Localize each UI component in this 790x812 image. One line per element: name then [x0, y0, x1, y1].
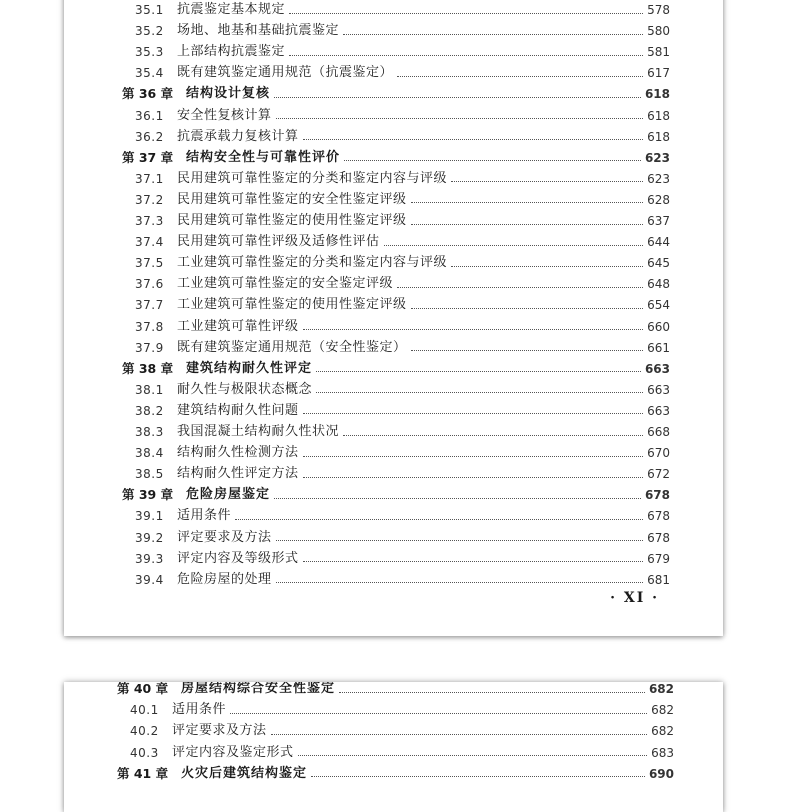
toc-section-row[interactable] — [135, 253, 670, 273]
toc-entry-number: 第 40 章 — [117, 682, 169, 696]
toc-section-row[interactable] — [135, 380, 670, 400]
toc-section-row[interactable] — [135, 401, 670, 421]
toc-section-row[interactable] — [135, 274, 670, 294]
toc-entry-number: 40.1 — [130, 703, 159, 718]
toc-entry-title: 耐久性与极限状态概念 — [177, 381, 313, 397]
toc-page-number: 679 — [647, 551, 670, 566]
toc-section-row[interactable] — [130, 743, 674, 763]
toc-section-row[interactable] — [135, 443, 670, 463]
toc-entry-title: 抗震鉴定基本规定 — [177, 2, 286, 17]
toc-section-row[interactable] — [135, 464, 670, 484]
toc-dot-leader — [303, 456, 644, 457]
toc-dot-leader — [303, 139, 644, 140]
toc-dot-leader — [276, 582, 644, 583]
toc-section-row[interactable] — [135, 506, 670, 526]
toc-page-number: 623 — [647, 171, 670, 186]
toc-chapter-row[interactable] — [122, 148, 670, 168]
toc-entry-title: 工业建筑可靠性鉴定的分类和鉴定内容与评级 — [177, 255, 448, 271]
toc-page-number: 682 — [651, 724, 674, 739]
toc-entry-title: 评定要求及方法 — [177, 529, 272, 545]
toc-entry-title: 建筑结构耐久性评定 — [186, 360, 313, 376]
toc-entry-number: 37.6 — [135, 277, 164, 292]
toc-entry-title: 工业建筑可靠性鉴定的使用性鉴定评级 — [177, 297, 407, 313]
toc-entry-title: 场地、地基和基础抗震鉴定 — [177, 23, 340, 39]
toc-page-number: 663 — [647, 403, 670, 418]
toc-entry-number: 39.2 — [135, 530, 164, 545]
toc-page-number: 678 — [644, 488, 670, 503]
toc-entry-number: 38.5 — [135, 467, 164, 482]
toc-entry-title: 既有建筑鉴定通用规范（抗震鉴定） — [177, 65, 394, 81]
toc-chapter-row[interactable] — [117, 682, 674, 699]
toc-dot-leader — [303, 561, 644, 562]
toc-dot-leader — [303, 413, 644, 414]
toc-dot-leader — [411, 350, 644, 351]
toc-section-row[interactable] — [135, 42, 670, 62]
toc-page-number: 654 — [647, 298, 670, 313]
toc-page-number: 637 — [647, 214, 670, 228]
toc-dot-leader — [276, 118, 644, 119]
toc-dot-leader — [411, 224, 644, 225]
toc-dot-leader — [303, 477, 644, 478]
toc-entry-number: 37.3 — [135, 214, 164, 228]
toc-entry-title: 危险房屋的处理 — [177, 571, 272, 587]
toc-entry-title: 结构设计复核 — [186, 86, 271, 102]
toc-chapter-row[interactable] — [122, 485, 670, 505]
toc-page-number: 683 — [651, 745, 674, 760]
toc-page-number: 678 — [647, 530, 670, 545]
toc-entry-number: 38.1 — [135, 382, 164, 397]
toc-entry-number: 36.2 — [135, 129, 164, 144]
toc-chapter-row[interactable] — [122, 359, 670, 379]
toc-page-number: 580 — [647, 24, 670, 39]
toc-entry-number: 39.4 — [135, 572, 164, 587]
toc-dot-leader — [235, 519, 643, 520]
toc-entry-title: 结构耐久性评定方法 — [177, 466, 299, 482]
toc-dot-leader — [411, 308, 644, 309]
toc-page-number: 668 — [647, 425, 670, 439]
toc-chapter-row[interactable] — [117, 764, 674, 784]
toc-dot-leader — [303, 329, 644, 330]
toc-entry-title: 民用建筑可靠性评级及适修性评估 — [177, 234, 380, 250]
toc-entry-title: 建筑结构耐久性问题 — [177, 402, 299, 418]
toc-entry-number: 40.3 — [130, 745, 159, 760]
toc-section-row[interactable] — [135, 570, 670, 590]
toc-dot-leader — [230, 713, 647, 714]
toc-entry-title: 既有建筑鉴定通用规范（安全性鉴定） — [177, 339, 407, 355]
toc-dot-leader — [289, 13, 643, 14]
toc-entry-number: 第 41 章 — [117, 765, 169, 781]
toc-entry-number: 35.3 — [135, 45, 164, 60]
toc-entry-number: 37.8 — [135, 319, 164, 334]
toc-entry-number: 39.3 — [135, 551, 164, 566]
toc-page-number: 663 — [644, 361, 670, 376]
toc-dot-leader — [339, 692, 645, 693]
toc-page-lower — [64, 682, 723, 812]
toc-entry-number: 38.4 — [135, 446, 164, 461]
toc-dot-leader — [411, 202, 644, 203]
toc-section-row[interactable] — [135, 232, 670, 252]
toc-section-row[interactable] — [135, 422, 670, 442]
toc-page-number: 690 — [648, 766, 674, 781]
toc-page-number: 672 — [647, 467, 670, 482]
page-folio: · XI · — [610, 590, 659, 606]
toc-entry-number: 36.1 — [135, 108, 164, 123]
toc-section-row[interactable] — [130, 721, 674, 741]
toc-page-number: 623 — [644, 150, 670, 165]
toc-dot-leader — [289, 55, 643, 56]
toc-entry-number: 第 36 章 — [122, 86, 174, 102]
toc-entry-number: 35.1 — [135, 3, 164, 17]
toc-dot-leader — [276, 540, 644, 541]
toc-entry-title: 我国混凝土结构耐久性状况 — [177, 424, 340, 439]
toc-dot-leader — [274, 97, 641, 98]
toc-dot-leader — [343, 34, 643, 35]
toc-section-row[interactable] — [135, 169, 670, 189]
toc-entry-title: 房屋结构综合安全性鉴定 — [181, 682, 336, 696]
toc-entry-title: 评定内容及鉴定形式 — [172, 744, 294, 760]
toc-entry-number: 35.4 — [135, 66, 164, 81]
toc-section-row[interactable] — [135, 63, 670, 83]
toc-entry-title: 安全性复核计算 — [177, 107, 272, 123]
toc-page-number: 661 — [647, 340, 670, 355]
toc-section-row[interactable] — [130, 700, 674, 720]
toc-entry-number: 35.2 — [135, 24, 164, 39]
toc-page-number: 663 — [647, 382, 670, 397]
toc-dot-leader — [397, 76, 643, 77]
toc-entry-number: 第 38 章 — [122, 360, 174, 376]
toc-dot-leader — [384, 245, 644, 246]
toc-entry-title: 上部结构抗震鉴定 — [177, 44, 286, 60]
toc-page-number: 581 — [647, 45, 670, 60]
toc-entry-number: 39.1 — [135, 509, 164, 524]
toc-entry-title: 评定内容及等级形式 — [177, 550, 299, 566]
toc-entry-title: 工业建筑可靠性鉴定的安全鉴定评级 — [177, 276, 394, 292]
toc-entry-title: 结构耐久性检测方法 — [177, 445, 299, 461]
toc-entry-title: 工业建筑可靠性评级 — [177, 318, 299, 334]
toc-entry-number: 38.2 — [135, 403, 164, 418]
toc-page-number: 617 — [647, 66, 670, 81]
toc-section-row[interactable] — [135, 317, 670, 337]
toc-entry-title: 结构安全性与可靠性评价 — [186, 149, 341, 165]
toc-dot-leader — [344, 160, 641, 161]
toc-section-row[interactable] — [135, 127, 670, 147]
toc-entry-title: 民用建筑可靠性鉴定的分类和鉴定内容与评级 — [177, 170, 448, 186]
toc-page-upper — [64, 0, 723, 636]
toc-page-number: 618 — [644, 87, 670, 102]
toc-section-row[interactable] — [135, 21, 670, 41]
toc-page-number: 670 — [647, 446, 670, 461]
toc-entry-number: 38.3 — [135, 425, 164, 439]
toc-dot-leader — [274, 498, 641, 499]
toc-page-number: 648 — [647, 277, 670, 292]
toc-page-number: 628 — [647, 192, 670, 207]
toc-dot-leader — [343, 435, 643, 436]
toc-entry-title: 抗震承载力复核计算 — [177, 128, 299, 144]
toc-entry-title: 危险房屋鉴定 — [186, 487, 271, 503]
toc-dot-leader — [451, 266, 643, 267]
toc-page-number: 660 — [647, 319, 670, 334]
toc-entry-title: 评定要求及方法 — [172, 723, 267, 739]
toc-entry-number: 37.7 — [135, 298, 164, 313]
toc-dot-leader — [316, 371, 641, 372]
toc-page-number: 578 — [647, 3, 670, 17]
toc-page-number: 682 — [648, 682, 674, 696]
toc-entry-number: 37.1 — [135, 171, 164, 186]
toc-dot-leader — [451, 181, 643, 182]
toc-page-number: 618 — [647, 108, 670, 123]
toc-dot-leader — [271, 734, 648, 735]
toc-entry-number: 37.2 — [135, 192, 164, 207]
toc-entry-title: 民用建筑可靠性鉴定的安全性鉴定评级 — [177, 191, 407, 207]
toc-page-number: 618 — [647, 129, 670, 144]
toc-dot-leader — [397, 287, 643, 288]
toc-section-row[interactable] — [135, 295, 670, 315]
toc-section-row[interactable] — [135, 528, 670, 548]
toc-dot-leader — [311, 776, 645, 777]
toc-page-number: 645 — [647, 256, 670, 271]
toc-page-number: 678 — [647, 509, 670, 524]
toc-section-row[interactable] — [135, 549, 670, 569]
toc-entry-title: 民用建筑可靠性鉴定的使用性鉴定评级 — [177, 213, 407, 228]
toc-dot-leader — [298, 755, 648, 756]
toc-page-number: 682 — [651, 703, 674, 718]
toc-section-row[interactable] — [135, 0, 670, 20]
toc-entry-number: 37.5 — [135, 256, 164, 271]
toc-entry-title: 火灾后建筑结构鉴定 — [181, 765, 308, 781]
toc-dot-leader — [316, 392, 643, 393]
toc-chapter-row[interactable] — [122, 84, 670, 104]
toc-section-row[interactable] — [135, 190, 670, 210]
toc-entry-number: 37.9 — [135, 340, 164, 355]
toc-page-number: 681 — [647, 572, 670, 587]
toc-section-row[interactable] — [135, 106, 670, 126]
toc-page-number: 644 — [647, 235, 670, 250]
toc-entry-number: 第 39 章 — [122, 487, 174, 503]
toc-entry-number: 40.2 — [130, 724, 159, 739]
toc-section-row[interactable] — [135, 211, 670, 231]
toc-entry-number: 第 37 章 — [122, 149, 174, 165]
toc-entry-title: 适用条件 — [177, 508, 232, 524]
toc-entry-number: 37.4 — [135, 235, 164, 250]
toc-entry-title: 适用条件 — [172, 702, 227, 718]
toc-section-row[interactable] — [135, 338, 670, 358]
